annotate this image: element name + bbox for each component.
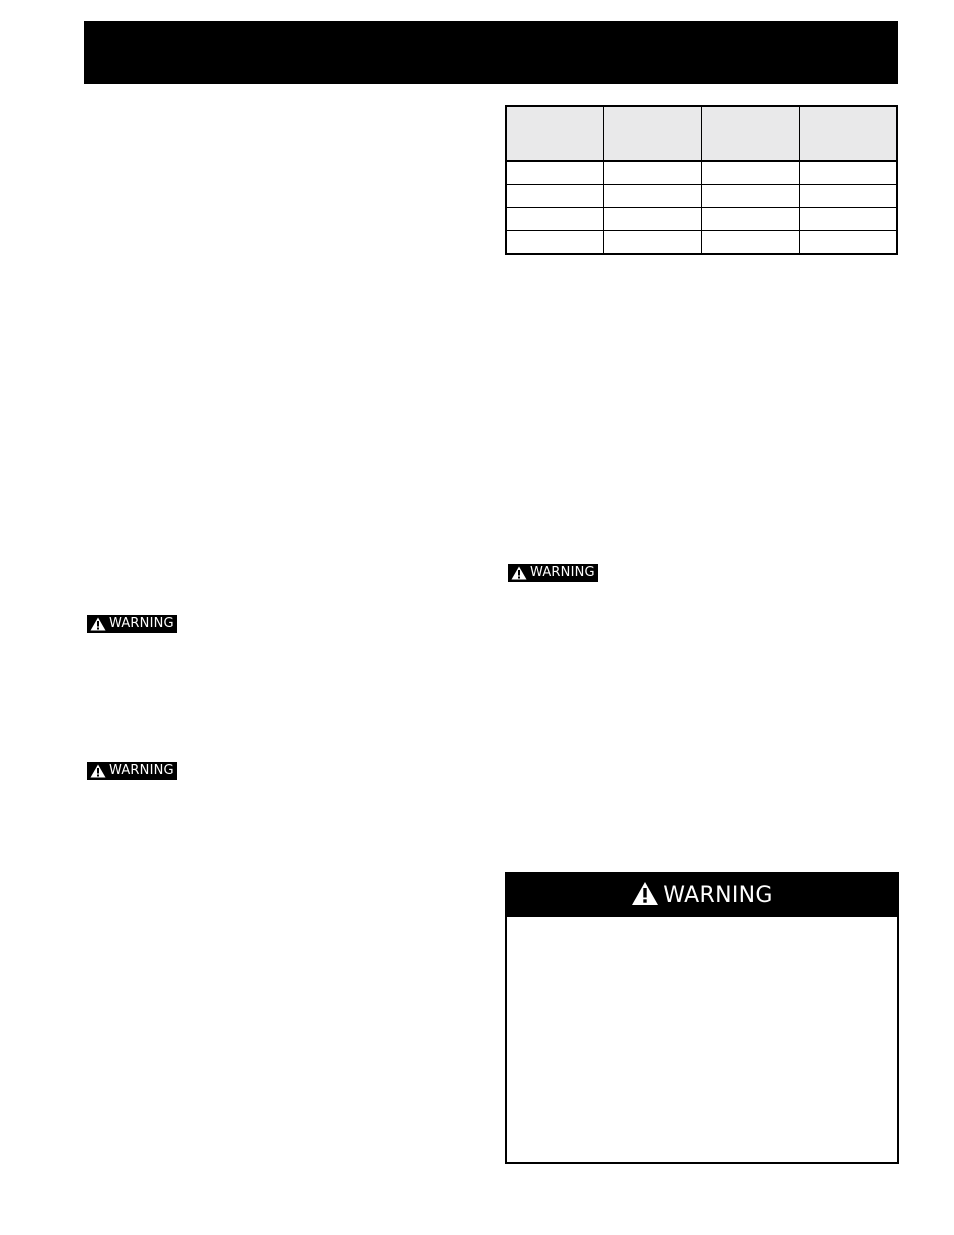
table-row	[506, 208, 897, 231]
table-cell	[604, 161, 702, 185]
table-row	[506, 161, 897, 185]
warning-label-left-2	[87, 762, 177, 780]
table-row	[506, 231, 897, 255]
table-cell	[702, 161, 800, 185]
table-cell	[506, 185, 604, 208]
table-header-cell	[702, 106, 800, 161]
warning-box	[505, 872, 899, 1164]
table-cell	[799, 185, 897, 208]
warning-label-text: WARNING	[109, 763, 174, 778]
table-cell	[702, 185, 800, 208]
warning-label-text: WARNING	[109, 616, 174, 631]
table-header-cell	[799, 106, 897, 161]
table-header-cell	[506, 106, 604, 161]
table-cell	[799, 231, 897, 255]
warning-label-left-1	[87, 615, 177, 633]
table-header-cell	[604, 106, 702, 161]
table-row	[506, 185, 897, 208]
warning-box-title: WARNING	[663, 883, 773, 908]
warning-triangle-icon	[90, 764, 106, 778]
table-cell	[799, 208, 897, 231]
table-cell	[604, 185, 702, 208]
warning-triangle-icon	[631, 881, 659, 911]
warning-label-text: WARNING	[530, 565, 595, 580]
warning-box-header	[507, 874, 897, 917]
table-cell	[506, 161, 604, 185]
warning-label-right-1	[508, 564, 598, 582]
table-header-row	[506, 106, 897, 161]
table-cell	[506, 231, 604, 255]
page-header-bar	[84, 21, 898, 84]
table-cell	[702, 208, 800, 231]
warning-triangle-icon	[90, 617, 106, 631]
table-cell	[702, 231, 800, 255]
table-cell	[604, 208, 702, 231]
spec-table	[505, 105, 898, 255]
warning-triangle-icon	[511, 566, 527, 580]
table-cell	[604, 231, 702, 255]
table-cell	[799, 161, 897, 185]
table-cell	[506, 208, 604, 231]
